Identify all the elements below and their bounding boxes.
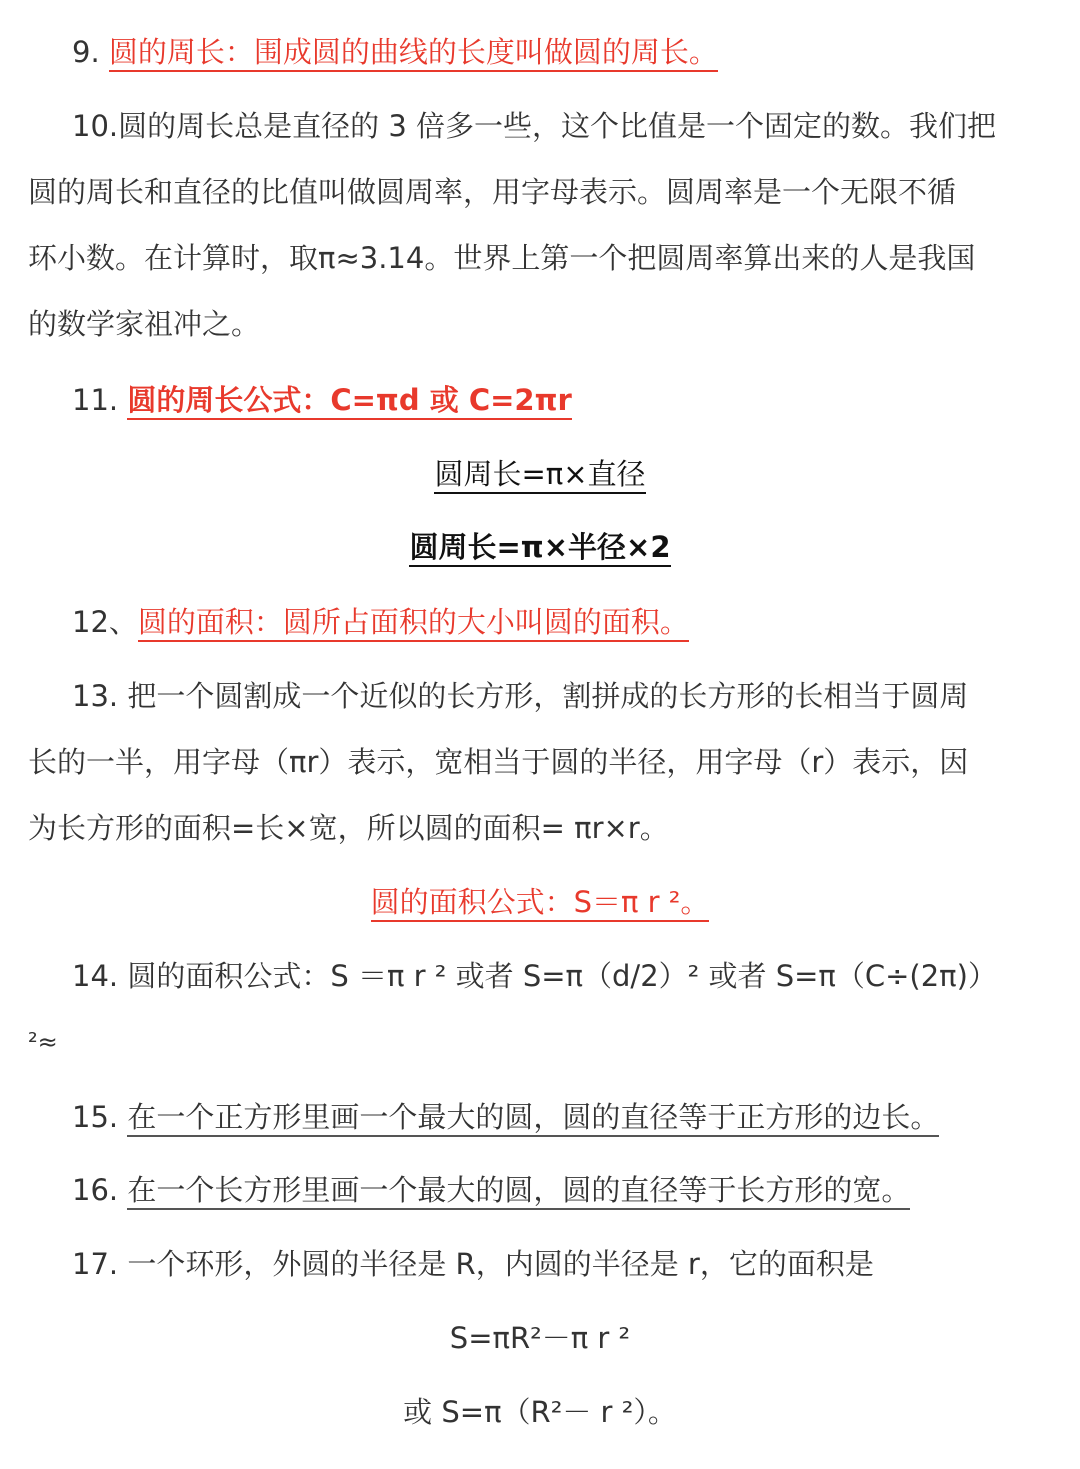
- item-10-line-4: 的数学家祖冲之。: [28, 307, 261, 341]
- item-10-line-2: 圆的周长和直径的比值叫做圆周率，用字母表示。圆周率是一个无限不循: [28, 175, 957, 209]
- item-13-line-3: 为长方形的面积=长×宽，所以圆的面积= πr×r。: [28, 811, 669, 845]
- item-17: 17. 一个环形，外圆的半径是 R，内圆的半径是 r，它的面积是: [72, 1247, 874, 1281]
- item-15-statement: 在一个正方形里画一个最大的圆，圆的直径等于正方形的边长。: [127, 1100, 939, 1137]
- area-formula-text: 圆的面积公式：S＝π r ²。: [371, 885, 710, 922]
- item-15-number: 15.: [72, 1100, 119, 1134]
- circumference-formula-diameter-text: 圆周长=π×直径: [434, 457, 645, 494]
- item-13-line-1: 13. 把一个圆割成一个近似的长方形，割拼成的长方形的长相当于圆周: [72, 679, 969, 713]
- item-11-number: 11.: [72, 383, 119, 417]
- area-formula: [0, 882, 1080, 922]
- item-12: [72, 602, 689, 642]
- circumference-formula-radius: [0, 527, 1080, 567]
- circumference-formula-radius-text: 圆周长=π×半径×2: [409, 530, 670, 567]
- item-16-statement: 在一个长方形里画一个最大的圆，圆的直径等于长方形的宽。: [127, 1173, 910, 1210]
- item-11-formula-heading: 圆的周长公式：C=πd 或 C=2πr: [127, 383, 571, 420]
- circumference-formula-diameter: [0, 454, 1080, 494]
- item-14-line-2: ²≈: [28, 1028, 58, 1056]
- item-15: [72, 1097, 939, 1137]
- item-9-definition: 圆的周长：围成圆的曲线的长度叫做圆的周长。: [109, 35, 718, 72]
- item-14-line-1: 14. 圆的面积公式：S ＝π r ² 或者 S=π（d/2）² 或者 S=π（C÷(2π)）: [72, 959, 997, 993]
- ring-area-formula-1: S=πR²－π r ²: [449, 1321, 631, 1355]
- item-12-definition: 圆的面积：圆所占面积的大小叫圆的面积。: [138, 605, 689, 642]
- item-12-number: 12、: [72, 605, 138, 639]
- item-10-line-3: 环小数。在计算时，取π≈3.14。世界上第一个把圆周率算出来的人是我国: [28, 241, 976, 275]
- item-13-line-2: 长的一半，用字母（πr）表示，宽相当于圆的半径，用字母（r）表示，因: [28, 745, 969, 779]
- item-16-number: 16.: [72, 1173, 119, 1207]
- item-11: [72, 380, 572, 420]
- item-9: [72, 32, 718, 72]
- item-9-number: 9.: [72, 35, 100, 69]
- item-16: [72, 1170, 910, 1210]
- ring-area-formula-2: 或 S=π（R²－ r ²）。: [403, 1395, 677, 1429]
- item-10-line-1: 10.圆的周长总是直径的 3 倍多一些，这个比值是一个固定的数。我们把: [72, 109, 997, 143]
